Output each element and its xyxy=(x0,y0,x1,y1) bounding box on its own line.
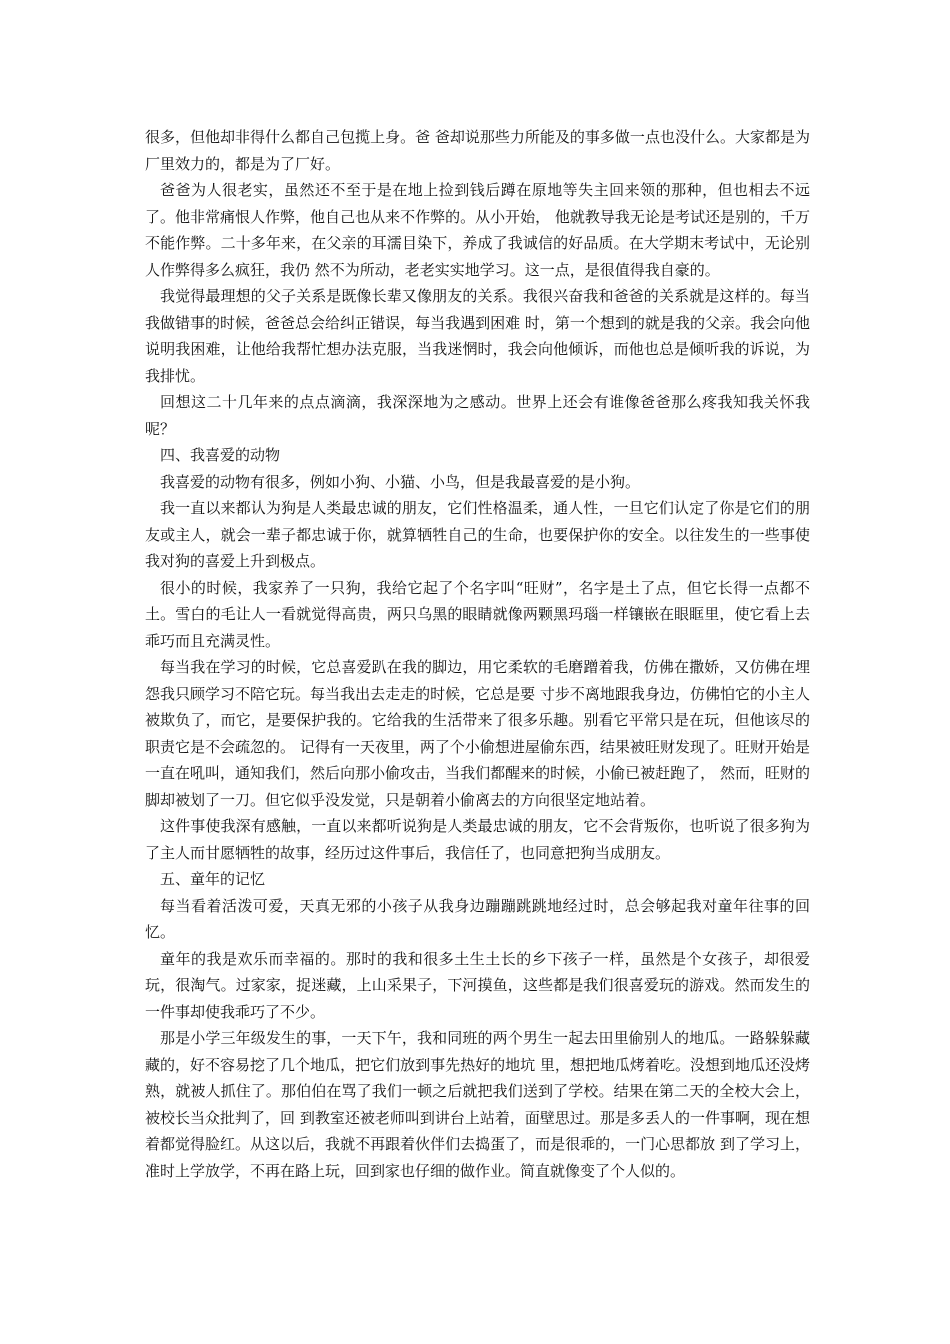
paragraph-father-honesty: 爸爸为人很老实，虽然还不至于是在地上捡到钱后蹲在原地等失主回来领的那种，但也相去不远了。他非常痛恨人作弊，他自己也从来不作弊的。从小开始， 他就教导我无论是考试还是别的，千万不能作弊。二十多年来，在父亲的耳濡目染下，养成了我诚信的好品质。在大学期末考试中，无论别人作弊得多么疯狂，我仍 然不为所动，老老实实地学习。这一点，是很值得我自豪的。 xyxy=(145,181,810,279)
paragraph-animal-intro: 我喜爱的动物有很多，例如小狗、小猫、小鸟，但是我最喜爱的是小狗。 xyxy=(160,472,641,491)
paragraph-dog-story: 每当我在学习的时候，它总喜爱趴在我的脚边，用它柔软的毛磨蹭着我，仿佛在撒娇，又仿佛在埋怨我只顾学习不陪它玩。每当我出去走走的时候，它总是要 寸步不离地跟我身边，仿佛怕它的小主人被欺负了，而它，是要保护我的。它给我的生活带来了很多乐趣。别看它平常只是在玩，但他该尽的职责它是不会疏忽的。 记得有一天夜里，两了个小偷想进屋偷东西，结果被旺财发现了。旺财开始是一直在吼叫，通知我们，然后向那小偷攻击，当我们都醒来的时候，小偷已被赶跑了， 然而，旺财的脚却被划了一刀。但它似乎没发觉，只是朝着小偷离去的方向很坚定地站着。 xyxy=(145,658,810,809)
paragraph-childhood-intro: 每当看着活泼可爱，天真无邪的小孩子从我身边蹦蹦跳跳地经过时，总会够起我对童年往事的回忆。 xyxy=(145,896,810,941)
document-body xyxy=(145,124,810,1184)
paragraph-childhood-happy: 童年的我是欢乐而幸福的。那时的我和很多土生土长的乡下孩子一样，虽然是个女孩子，却很爱玩，很淘气。过家家，捉迷藏，上山采果子，下河摸鱼，这些都是我们很喜爱玩的游戏。然而发生的一件事却使我乖巧了不少。 xyxy=(145,949,810,1021)
paragraph-childhood-story: 那是小学三年级发生的事，一天下午，我和同班的两个男生一起去田里偷别人的地瓜。一路躲躲藏藏的，好不容易挖了几个地瓜，把它们放到事先热好的地坑 里，想把地瓜烤着吃。没想到地瓜还没烤熟，就被人抓住了。那伯伯在骂了我们一顿之后就把我们送到了学校。结果在第二天的全校大会上，被校长当众批判了，回 到教室还被老师叫到讲台上站着，面壁思过。那是多丢人的一件事啊，现在想着都觉得脸红。从这以后，我就不再跟着伙伴们去捣蛋了，而是很乖的，一门心思都放 到了学习上，准时上学放学，不再在路上玩，回到家也仔细的做作业。简直就像变了个人似的。 xyxy=(145,1029,810,1180)
paragraph-dog-conclusion: 这件事使我深有感触，一直以来都听说狗是人类最忠诚的朋友，它不会背叛你，也听说了很多狗为了主人而甘愿牺牲的故事，经历过这件事后，我信任了，也同意把狗当成朋友。 xyxy=(145,817,810,862)
paragraph-dog-wangcai: 很小的时候，我家养了一只狗，我给它起了个名字叫“旺财”，名字是土了点，但它长得一点都不土。雪白的毛让人一看就觉得高贵，两只乌黑的眼睛就像两颗黑玛瑙一样镶嵌在眼眶里，使它看上去乖巧而且充满灵性。 xyxy=(145,578,810,650)
section-heading-childhood: 五、童年的记忆 xyxy=(160,870,266,888)
paragraph-dog-loyalty: 我一直以来都认为狗是人类最忠诚的朋友，它们性格温柔，通人性，一旦它们认定了你是它们的朋友或主人，就会一辈子都忠诚于你，就算牺牲自己的生命，也要保护你的安全。以往发生的一些事使我对狗的喜爱上升到极点。 xyxy=(145,499,810,570)
section-heading-favorite-animal: 四、我喜爱的动物 xyxy=(160,446,281,464)
paragraph-reflection: 回想这二十几年来的点点滴滴，我深深地为之感动。世界上还会有谁像爸爸那么疼我知我关怀我呢？ xyxy=(145,393,810,438)
paragraph-continuation: 很多，但他却非得什么都自己包揽上身。爸 爸却说那些力所能及的事多做一点也没什么。大家都是为厂里效力的，都是为了厂好。 xyxy=(145,128,810,173)
paragraph-father-friend: 我觉得最理想的父子关系是既像长辈又像朋友的关系。我很兴奋我和爸爸的关系就是这样的。每当我做错事的时候，爸爸总会给纠正错误，每当我遇到困难 时，第一个想到的就是我的父亲。我会向他说明我困难，让他给我帮忙想办法克服，当我迷惘时，我会向他倾诉，而他也总是倾听我的诉说，为我排忧。 xyxy=(145,287,810,385)
